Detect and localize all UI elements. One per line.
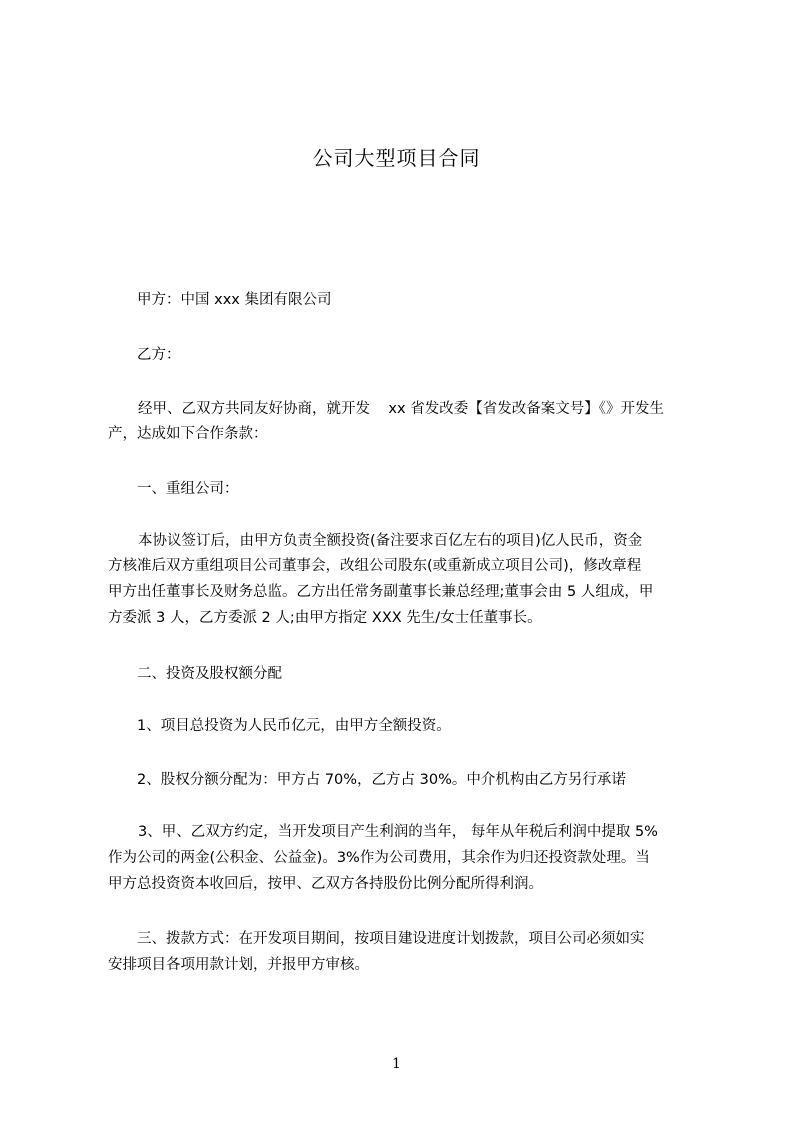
clause-1: 1、项目总投资为人民币亿元，由甲方全额投资。 (137, 718, 451, 734)
intro-line-1: 经甲、乙双方共同友好协商，就开发 xx 省发改委【省发改备案文号】《》开发生 (138, 401, 664, 417)
section1-line-3: 甲方出任董事长及财务总监。乙方出任常务副董事长兼总经理;董事会由 5 人组成，甲 (108, 584, 654, 600)
intro-line-2: 产，达成如下合作条款： (108, 426, 268, 442)
section3-line-1: 三、拨款方式：在开发项目期间，按项目建设进度计划拨款，项目公司必须如实 (137, 931, 645, 947)
party-a-line: 甲方：中国 xxx 集团有限公司 (137, 292, 332, 308)
section1-line-2: 方核准后双方重组项目公司董事会，改组公司股东(或重新成立项目公司)，修改章程 (108, 558, 642, 574)
section3-line-2: 安排项目各项用款计划，并报甲方审核。 (108, 957, 369, 973)
clause-3-line-2: 作为公司的两金(公积金、公益金)。3%作为公司费用，其余作为归还投资款处理。当 (108, 850, 650, 866)
section1-line-1: 本协议签订后，由甲方负责全额投资(备注要求百亿左右的项目)亿人民币，资金 (138, 533, 643, 549)
clause-3-line-1: 3、甲、乙双方约定，当开发项目产生利润的当年， 每年从年税后利润中提取 5% (138, 824, 658, 840)
section2-heading: 二、投资及股权额分配 (137, 666, 282, 682)
section1-line-4: 方委派 3 人，乙方委派 2 人;由甲方指定 XXX 先生/女士任董事长。 (108, 610, 542, 626)
clause-2: 2、股权分额分配为：甲方占 70%，乙方占 30%。中介机构由乙方另行承诺 (137, 772, 626, 788)
page-number: 1 (392, 1056, 401, 1072)
clause-3-line-3: 甲方总投资资本收回后，按甲、乙双方各持股份比例分配所得利润。 (108, 876, 543, 892)
party-b-line: 乙方： (137, 347, 181, 363)
document-title: 公司大型项目合同 (312, 146, 481, 170)
section1-heading: 一、重组公司： (137, 481, 239, 497)
